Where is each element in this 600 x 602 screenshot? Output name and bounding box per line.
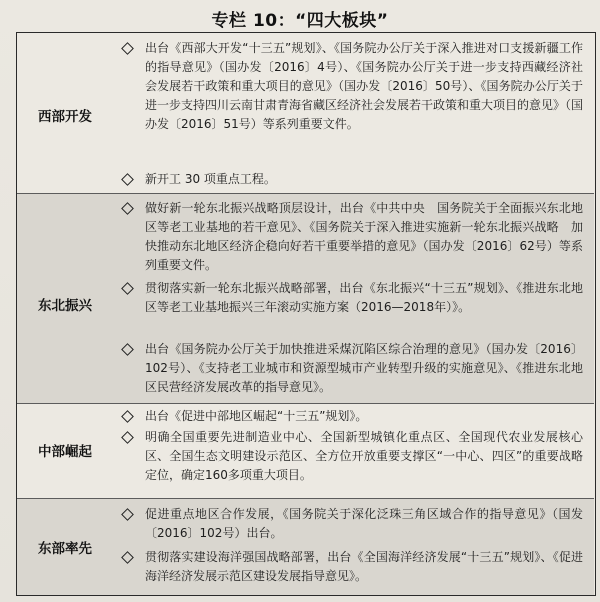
diamond-bullet-icon	[121, 279, 133, 298]
section-label: 西部开发	[38, 109, 92, 125]
diamond-bullet-icon	[121, 407, 133, 426]
diamond-bullet-icon	[121, 170, 133, 189]
diamond-bullet-icon	[121, 428, 133, 447]
section-label: 中部崛起	[38, 444, 92, 460]
list-item: 做好新一轮东北振兴战略顶层设计，出台《中共中央 国务院关于全面振兴东北地区等老工业基地的若干意见》、《国务院关于深入推进实施新一轮东北振兴战略 加快推动东北地区经济企稳向好若干重要举措的意见》（国办发〔2016〕62号）等系列重要文件。	[121, 199, 583, 275]
list-item: 新开工 30 项重点工程。	[121, 170, 583, 189]
diamond-bullet-icon	[121, 39, 133, 58]
diamond-bullet-icon	[121, 505, 133, 524]
section-west	[17, 33, 594, 193]
list-item: 出台《促进中部地区崛起“十三五”规划》。	[121, 407, 583, 426]
list-item: 明确全国重要先进制造业中心、全国新型城镇化重点区、全国现代农业发展核心区、全国生态文明建设示范区、全方位开放重要支撑区“一中心、四区”的重要战略定位，确定160多项重大项目。	[121, 428, 583, 485]
diamond-bullet-icon	[121, 340, 133, 359]
section-label: 东北振兴	[38, 298, 92, 314]
section-northeast	[17, 194, 594, 403]
list-item: 出台《西部大开发“十三五”规划》、《国务院办公厅关于深入推进对口支援新疆工作的指导意见》（国办发〔2016〕4号）、《国务院办公厅关于进一步支持西藏经济社会发展若干政策和重大项目的意见》（国办发〔2016〕50号）、《国务院办公厅关于进一步支持四川云南甘肃青海省藏区经济社会发展若干政策和重大项目的意见》（国办发〔2016〕51号）等系列重要文件。	[121, 39, 583, 134]
section-central	[17, 404, 594, 498]
list-item: 出台《国务院办公厅关于加快推进采煤沉陷区综合治理的意见》（国办发〔2016〕102号）、《支持老工业城市和资源型城市产业转型升级的实施意见》、《推进东北地区民营经济发展改革的指导意见》。	[121, 340, 583, 397]
list-item: 促进重点地区合作发展，《国务院关于深化泛珠三角区域合作的指导意见》（国发〔2016〕102号）出台。	[121, 505, 583, 543]
list-item: 贯彻落实建设海洋强国战略部署，出台《全国海洋经济发展“十三五”规划》、《促进海洋经济发展示范区建设发展指导意见》。	[121, 548, 583, 586]
diamond-bullet-icon	[121, 199, 133, 218]
column-title: 专栏 10：“四大板块”	[211, 11, 389, 31]
section-east	[17, 499, 594, 595]
diamond-bullet-icon	[121, 548, 133, 567]
list-item: 贯彻落实新一轮东北振兴战略部署，出台《东北振兴“十三五”规划》、《推进东北地区等老工业基地振兴三年滚动实施方案（2016—2018年）》。	[121, 279, 583, 317]
section-label: 东部率先	[38, 541, 92, 557]
content-box	[16, 32, 596, 596]
